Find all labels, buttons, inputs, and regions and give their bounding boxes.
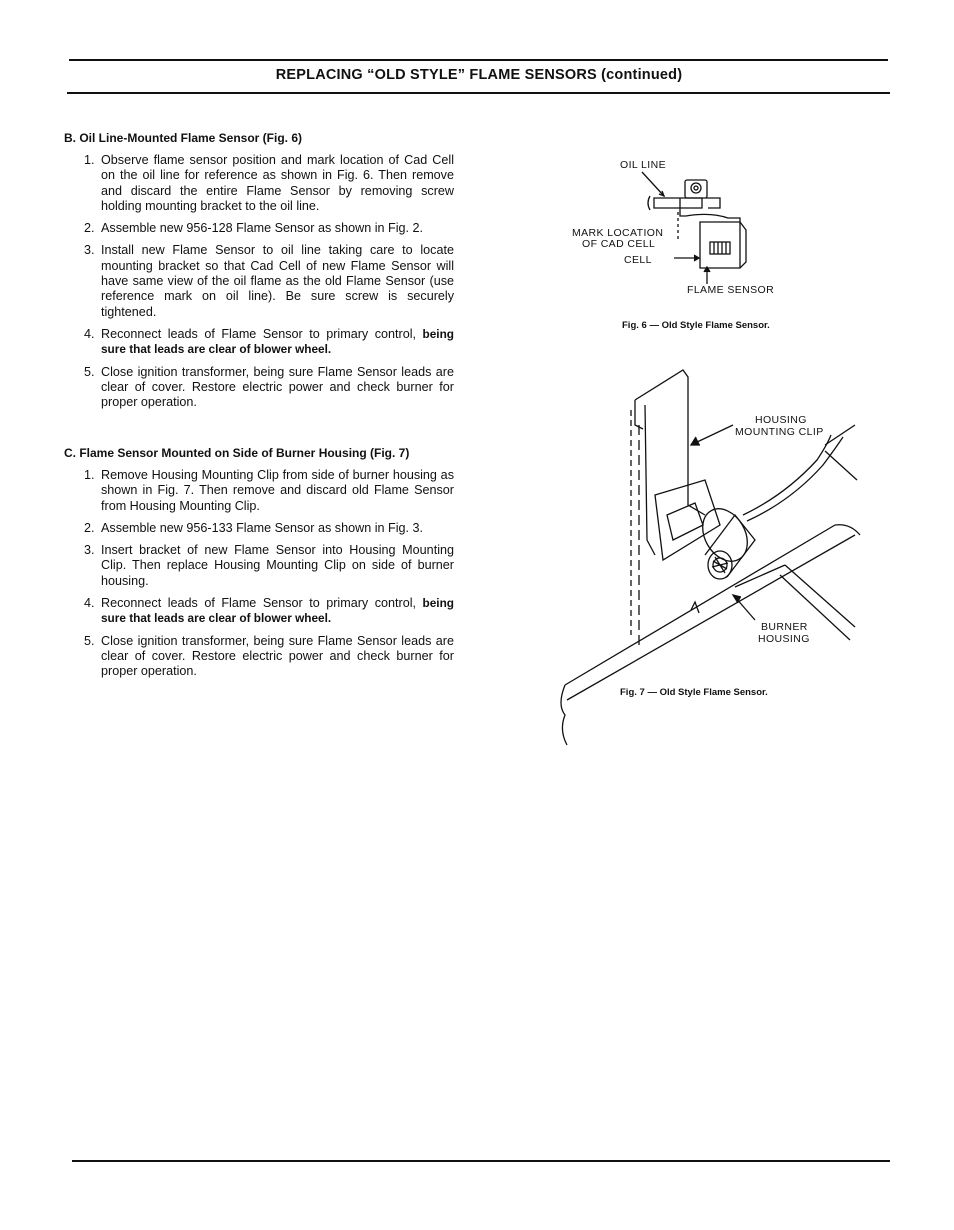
step-number: 4. (84, 596, 95, 611)
step-number: 3. (84, 243, 95, 258)
step-item (84, 327, 454, 358)
step-item (84, 543, 454, 589)
step-item (84, 521, 454, 536)
fig7-label-mounting-clip: MOUNTING CLIP (735, 426, 824, 438)
step-text: Observe flame sensor position and mark location of Cad Cell on the oil line for reference as shown in Fig. 6. Then remove and discard the entire Flame Sensor by removing screw holding mounting bracket to the oil line. (101, 153, 454, 213)
step-bold-note: being sure that leads are clear of blower wheel. (101, 596, 454, 626)
fig6-label-mark-location: MARK LOCATION (572, 227, 664, 239)
fig7-label-burner-housing: HOUSING (758, 633, 810, 645)
step-number: 3. (84, 543, 95, 558)
step-number: 5. (84, 364, 95, 379)
step-item (84, 468, 454, 514)
step-item (84, 153, 454, 214)
step-text: Close ignition transformer, being sure Flame Sensor leads are clear of cover. Restore electric power and check burner for proper operation. (101, 633, 454, 679)
step-item (84, 243, 454, 319)
step-item (84, 596, 454, 627)
top-rule (69, 59, 888, 61)
section-b-steps (84, 153, 454, 417)
step-item (84, 365, 454, 411)
section-c-heading: C. Flame Sensor Mounted on Side of Burner Housing (Fig. 7) (64, 446, 410, 460)
fig6-diagram (560, 150, 800, 300)
step-number: 4. (84, 326, 95, 341)
step-text: Reconnect leads of Flame Sensor to primary control, (101, 326, 417, 341)
step-text: Install new Flame Sensor to oil line taking care to locate mounting bracket so that Cad Cell of new Flame Sensor will have same view of the oil flame as the old Flame Sensor (use reference mark on oil line). Be sure screw is securely tightened. (101, 243, 454, 319)
fig6-caption: Fig. 6 — Old Style Flame Sensor. (622, 320, 770, 331)
step-text: Assemble new 956-133 Flame Sensor as shown in Fig. 3. (101, 520, 424, 535)
fig6-label-oil-line: OIL LINE (620, 159, 666, 171)
section-b-heading: B. Oil Line-Mounted Flame Sensor (Fig. 6) (64, 131, 303, 145)
section-c-steps (84, 468, 454, 687)
step-text: Remove Housing Mounting Clip from side of burner housing as shown in Fig. 7. Then remove and discard old Flame Sensor from Housing Mounting Clip. (101, 468, 454, 513)
fig7-label-housing: HOUSING (755, 414, 807, 426)
fig6-label-flame-sensor: FLAME SENSOR (687, 284, 775, 296)
step-number: 5. (84, 633, 95, 648)
step-text: Insert bracket of new Flame Sensor into Housing Mounting Clip. Then replace Housing Mounting Clip on side of burner housing. (101, 543, 454, 588)
step-item (84, 634, 454, 680)
bottom-rule (72, 1160, 890, 1162)
step-item (84, 221, 454, 236)
step-number: 1. (84, 153, 95, 167)
step-bold-note: being sure that leads are clear of blower wheel. (101, 326, 454, 357)
step-text: Reconnect leads of Flame Sensor to primary control, (101, 596, 417, 611)
step-number: 2. (84, 221, 95, 236)
step-text: Close ignition transformer, being sure Flame Sensor leads are clear of cover. Restore electric power and check burner for proper operation. (101, 364, 454, 410)
fig6-label-of-cad-cell: OF CAD CELL (582, 238, 656, 250)
fig7-label-burner: BURNER (761, 621, 808, 633)
step-number: 1. (84, 468, 95, 482)
title-rule (67, 92, 890, 94)
step-number: 2. (84, 520, 95, 535)
fig6-label-cell: CELL (624, 254, 652, 266)
step-text: Assemble new 956-128 Flame Sensor as shown in Fig. 2. (101, 221, 424, 236)
page-title: REPLACING “OLD STYLE” FLAME SENSORS (continued) (275, 67, 683, 83)
fig7-caption: Fig. 7 — Old Style Flame Sensor. (620, 687, 768, 698)
